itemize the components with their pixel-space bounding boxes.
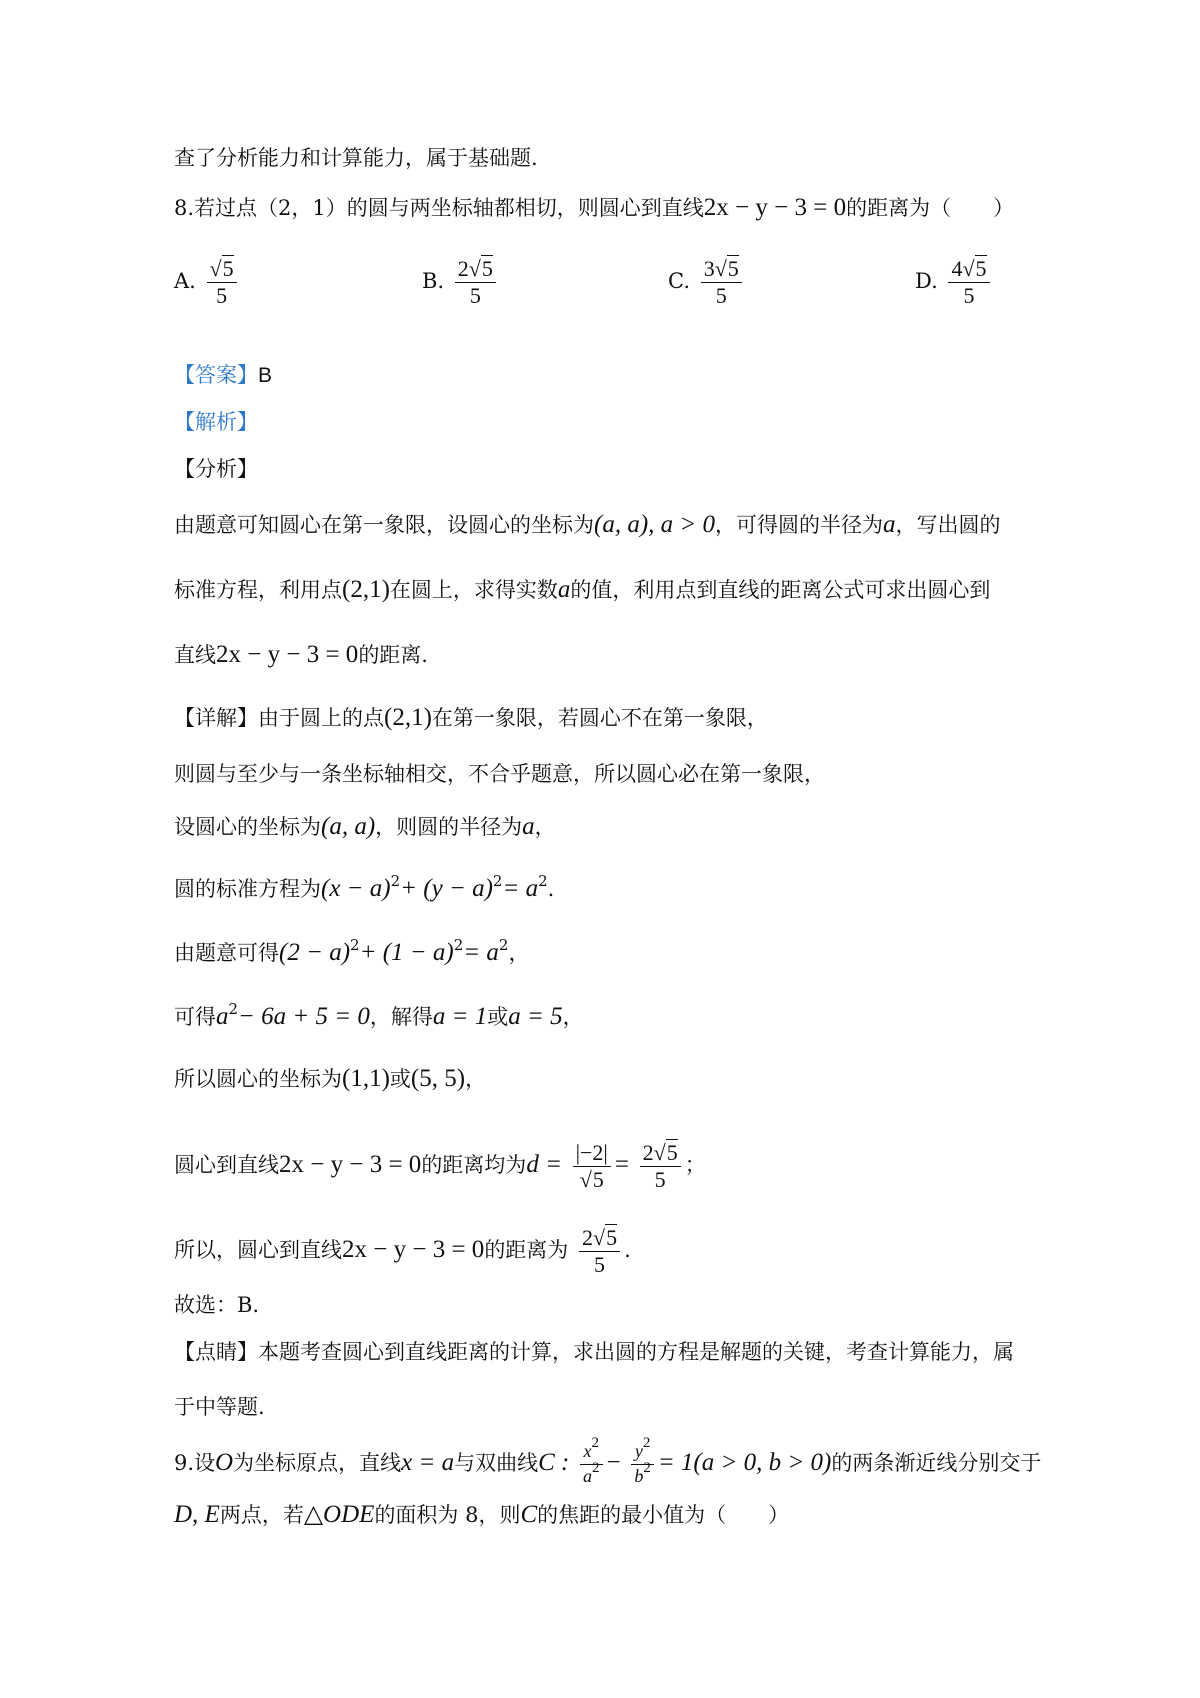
answer-value: B (258, 364, 273, 387)
option-b-fraction: $\frac{2√5}{5}$ (455, 256, 496, 309)
xiangjie-line-8: 圆心到直线2x − y − 3 = 0的距离均为d = $\frac{|-2|}{√5}$ = $\frac{2√5}{5}$ ； (174, 1140, 706, 1192)
xiangjie-line-2: 则圆与至少与一条坐标轴相交，不合乎题意，所以圆心必在第一象限， (174, 762, 825, 786)
q8-text: 8.若过点（2，1）的圆与两坐标轴都相切，则圆心到直线 (174, 196, 704, 220)
option-a-label: A. (174, 269, 196, 293)
xiangjie-line-7: 所以圆心的坐标为(1,1)或(5, 5)， (174, 1065, 487, 1092)
option-b-label: B. (422, 269, 445, 293)
xiangjie-line-10: 故选：B. (174, 1293, 260, 1317)
option-d-label: D. (915, 269, 938, 293)
fenxi-line-1: 由题意可知圆心在第一象限，设圆心的坐标为(a, a), a > 0，可得圆的半径为a，写出圆的 (174, 511, 1001, 538)
question-9-line-2: D, E两点，若△ODE的面积为 8，则C的焦距的最小值为（ ） (174, 1501, 790, 1528)
dianjing-line-1: 【点睛】本题考查圆心到直线距离的计算，求出圆的方程是解题的关键，考查计算能力，属 (174, 1340, 1014, 1364)
dianjing-line-2: 于中等题. (174, 1395, 265, 1419)
option-a (174, 256, 241, 309)
option-c (668, 256, 746, 309)
xiangjie-line-9: 所以，圆心到直线2x − y − 3 = 0的距离为 $\frac{2√5}{5}$ . (174, 1225, 631, 1277)
distance-fraction-3: $\frac{2√5}{5}$ (579, 1225, 620, 1278)
answer-tag: 【答案】 (174, 363, 258, 387)
q8-line-equation: 2x − y − 3 = 0 (703, 194, 847, 221)
fenxi-tag: 【分析】 (174, 457, 258, 481)
xiangjie-tag: 【详解】 (174, 706, 258, 730)
option-c-fraction: $\frac{3√5}{5}$ (701, 256, 742, 309)
answer-line (174, 360, 272, 391)
dianjing-tag: 【点睛】 (174, 1340, 258, 1364)
q8-suffix: 的距离为（ ） (846, 196, 1015, 220)
option-d-fraction: $\frac{4√5}{5}$ (948, 256, 989, 309)
fenxi-line-3: 直线2x − y − 3 = 0的距离. (174, 641, 428, 668)
distance-fraction-2: $\frac{2√5}{5}$ (640, 1140, 681, 1193)
option-d (915, 256, 994, 309)
distance-fraction-1: $\frac{|-2|}{√5}$ (573, 1140, 611, 1193)
option-a-fraction: $\frac{√5}{5}$ (207, 256, 237, 309)
hyperbola-x-fraction: $\frac{x^2}{a^2}$ (580, 1440, 603, 1489)
hyperbola-y-fraction: $\frac{y^2}{b^2}$ (631, 1440, 654, 1489)
option-b (422, 256, 500, 309)
xiangjie-line-5: 由题意可得$(2 - a)^2+ (1 - a)^2= a^2$， (174, 936, 530, 966)
question-9-line-1: 9.设O为坐标原点，直线x = a与双曲线C : $\frac{x^2}{a^2}$ − $\frac{y^2}{b^2}$ = 1(a > 0, b > 0)的两条渐近线分别交于 (174, 1440, 1041, 1489)
jiexi-tag: 【解析】 (174, 410, 258, 434)
option-c-label: C. (668, 269, 690, 293)
xiangjie-line-1: 【详解】由于圆上的点(2,1)在第一象限，若圆心不在第一象限， (174, 704, 768, 731)
prev-text-line: 查了分析能力和计算能力，属于基础题. (174, 146, 538, 170)
fenxi-line-2: 标准方程，利用点(2,1)在圆上，求得实数a的值，利用点到直线的距离公式可求出圆心到 (174, 576, 991, 603)
xiangjie-line-4: 圆的标准方程为$(x - a)^2+ (y - a)^2= a^2$. (174, 872, 555, 902)
xiangjie-line-6: 可得$a^2- 6a + 5 = 0$，解得a = 1或a = 5， (174, 1000, 584, 1030)
xiangjie-line-3: 设圆心的坐标为(a, a)，则圆的半径为a， (174, 813, 556, 840)
question-8 (174, 193, 1014, 223)
